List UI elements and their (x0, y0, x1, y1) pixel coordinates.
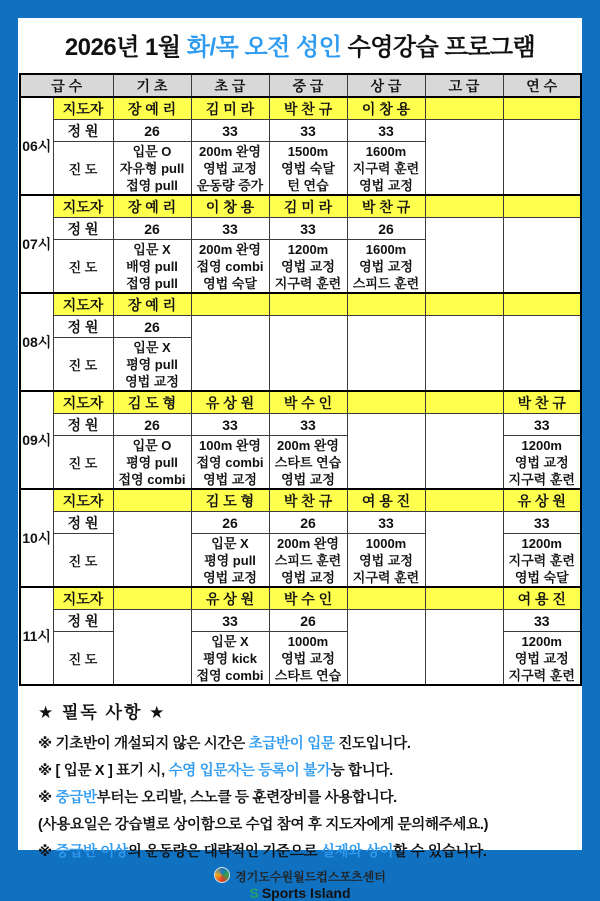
instructor-cell: 김 미 라 (191, 97, 269, 120)
capacity-cell: 33 (191, 120, 269, 142)
instructor-cell (347, 587, 425, 610)
progress-line: 1600m (365, 241, 407, 257)
progress-line: 1200m (521, 535, 562, 551)
progress-line: 운동량 증가 (196, 177, 264, 193)
progress-line: 영법 교정 (203, 471, 257, 487)
sports-center-logo-icon (214, 867, 230, 883)
instructor-cell (425, 195, 503, 218)
progress-line: 100m 완영 (199, 437, 261, 453)
progress-line: 영법 교정 (281, 258, 335, 274)
note-text: ※ (38, 844, 56, 860)
capacity-cell: 26 (347, 218, 425, 240)
empty-cell (269, 316, 347, 392)
capacity-cell: 33 (191, 414, 269, 436)
instructor-cell: 이 창 용 (191, 195, 269, 218)
instructor-row (20, 587, 581, 610)
capacity-cell: 33 (191, 610, 269, 632)
instructor-cell: 유 상 원 (191, 587, 269, 610)
notes-title: ★ 필독 사항 ★ (38, 703, 167, 722)
instructor-row (20, 489, 581, 512)
capacity-row (20, 414, 581, 436)
note-line (38, 813, 570, 834)
row-label-instructor: 지도자 (53, 293, 113, 316)
column-header: 초 급 (191, 74, 269, 97)
title-text: 2026년 1월 (64, 34, 187, 61)
progress-line: 턴 연습 (287, 177, 329, 193)
sports-island-s-icon: S (249, 885, 259, 901)
progress-line: 지구력 훈련 (508, 471, 575, 487)
row-label-capacity: 정 원 (53, 316, 113, 338)
row-label-progress: 진 도 (53, 338, 113, 392)
progress-cell (113, 142, 191, 196)
progress-cell (191, 436, 269, 490)
instructor-row (20, 195, 581, 218)
note-text: ※ 기초반이 개설되지 않은 시간은 (38, 736, 249, 752)
progress-cell (347, 142, 425, 196)
progress-line: 입문 X (133, 339, 171, 355)
empty-cell (347, 316, 425, 392)
progress-line: 200m 완영 (277, 535, 339, 551)
empty-cell (425, 512, 503, 588)
schedule-table (19, 73, 582, 686)
progress-line: 평영 pull (204, 552, 256, 568)
progress-line: 입문 X (211, 535, 249, 551)
progress-cell (269, 632, 347, 686)
empty-cell (503, 120, 581, 196)
note-text: ※ [ 입문 X ] 표기 시, (38, 763, 169, 779)
row-label-capacity: 정 원 (53, 218, 113, 240)
progress-line: 200m 완영 (199, 241, 261, 257)
footer-brand-line (18, 886, 582, 901)
time-cell: 08시 (20, 293, 53, 391)
progress-line: 지구력 훈련 (508, 667, 575, 683)
progress-line: 입문 O (132, 437, 172, 453)
time-cell: 06시 (20, 97, 53, 195)
progress-line: 영법 교정 (359, 177, 413, 193)
page-title (18, 18, 582, 71)
progress-line: 접영 pull (126, 177, 178, 193)
capacity-cell: 26 (269, 512, 347, 534)
capacity-cell: 33 (269, 414, 347, 436)
instructor-cell (269, 293, 347, 316)
instructor-cell: 여 용 진 (503, 587, 581, 610)
progress-cell (113, 338, 191, 392)
empty-cell (191, 316, 269, 392)
progress-line: 스타트 연습 (274, 667, 342, 683)
instructor-cell (503, 195, 581, 218)
column-header: 고 급 (425, 74, 503, 97)
note-accent-text: 실제와 상이 (320, 844, 394, 860)
progress-line: 배영 pull (126, 258, 178, 274)
empty-cell (113, 610, 191, 686)
instructor-cell (425, 293, 503, 316)
progress-cell (269, 240, 347, 294)
progress-line: 영법 숙달 (281, 160, 335, 176)
note-accent-text: 중급반 (55, 790, 97, 806)
progress-line: 영법 교정 (514, 454, 569, 470)
instructor-cell (113, 587, 191, 610)
instructor-cell: 여 용 진 (347, 489, 425, 512)
progress-line: 입문 X (211, 633, 249, 649)
progress-line: 스타트 연습 (274, 454, 342, 470)
empty-cell (425, 414, 503, 490)
empty-cell (425, 218, 503, 294)
title-accent-text: 화/목 오전 성인 (186, 34, 342, 61)
progress-line: 지구력 훈련 (352, 160, 420, 176)
capacity-cell: 33 (503, 610, 581, 632)
progress-line: 평영 pull (126, 356, 178, 372)
column-header: 기 초 (113, 74, 191, 97)
instructor-cell (503, 293, 581, 316)
row-label-instructor: 지도자 (53, 489, 113, 512)
empty-cell (503, 316, 581, 392)
progress-cell (503, 436, 581, 490)
progress-line: 지구력 훈련 (352, 569, 420, 585)
row-label-capacity: 정 원 (53, 414, 113, 436)
instructor-cell: 박 찬 규 (269, 97, 347, 120)
progress-line: 1500m (287, 143, 329, 159)
content-panel (18, 18, 582, 901)
capacity-cell: 33 (347, 120, 425, 142)
capacity-cell: 26 (191, 512, 269, 534)
capacity-cell: 33 (347, 512, 425, 534)
column-header: 연 수 (503, 74, 581, 97)
progress-line: 접영 combi (196, 667, 264, 683)
capacity-row (20, 316, 581, 338)
empty-cell (347, 414, 425, 490)
progress-cell (269, 436, 347, 490)
schedule-body (20, 97, 581, 685)
empty-cell (503, 218, 581, 294)
instructor-row (20, 391, 581, 414)
progress-cell (269, 534, 347, 588)
capacity-cell: 33 (503, 414, 581, 436)
title-text: 수영강습 프로그램 (341, 34, 536, 61)
progress-line: 1000m (365, 535, 407, 551)
note-line (38, 840, 570, 861)
instructor-cell (347, 391, 425, 414)
note-text: ※ (38, 790, 56, 806)
instructor-cell: 김 미 라 (269, 195, 347, 218)
note-accent-text: 수영 입문자는 등록이 불가 (168, 763, 331, 779)
row-label-progress: 진 도 (53, 142, 113, 196)
row-label-progress: 진 도 (53, 534, 113, 588)
capacity-cell: 26 (269, 610, 347, 632)
row-label-progress: 진 도 (53, 240, 113, 294)
capacity-cell: 33 (503, 512, 581, 534)
progress-line: 영법 숙달 (203, 275, 257, 291)
instructor-cell: 박 찬 규 (347, 195, 425, 218)
note-accent-text: 중급반 이상 (55, 844, 128, 860)
progress-line: 200m 완영 (277, 437, 339, 453)
instructor-cell: 장 예 리 (113, 195, 191, 218)
progress-line: 지구력 훈련 (274, 275, 342, 291)
progress-line: 접영 combi (196, 258, 264, 274)
instructor-cell (425, 391, 503, 414)
capacity-row (20, 120, 581, 142)
progress-line: 1200m (521, 437, 562, 453)
instructor-cell: 이 창 용 (347, 97, 425, 120)
progress-cell (269, 142, 347, 196)
progress-line: 영법 교정 (281, 569, 335, 585)
time-cell: 11시 (20, 587, 53, 685)
progress-cell (191, 632, 269, 686)
instructor-row (20, 293, 581, 316)
instructor-cell: 유 상 원 (503, 489, 581, 512)
progress-line: 입문 O (132, 143, 172, 159)
progress-line: 지구력 훈련 (508, 552, 575, 568)
column-header: 중 급 (269, 74, 347, 97)
progress-line: 영법 교정 (281, 650, 335, 666)
instructor-cell: 유 상 원 (191, 391, 269, 414)
time-cell: 07시 (20, 195, 53, 293)
note-line (38, 786, 570, 807)
capacity-cell: 33 (269, 120, 347, 142)
row-label-instructor: 지도자 (53, 587, 113, 610)
instructor-cell (347, 293, 425, 316)
empty-cell (425, 610, 503, 686)
capacity-cell: 26 (113, 316, 191, 338)
instructor-cell: 박 수 인 (269, 587, 347, 610)
capacity-cell: 33 (191, 218, 269, 240)
capacity-cell: 33 (269, 218, 347, 240)
instructor-cell: 박 수 인 (269, 391, 347, 414)
progress-line: 1200m (287, 241, 329, 257)
instructor-cell (425, 489, 503, 512)
note-text: 진도입니다. (338, 736, 411, 752)
capacity-row (20, 512, 581, 534)
progress-cell (113, 436, 191, 490)
column-header: 상 급 (347, 74, 425, 97)
progress-cell (503, 534, 581, 588)
capacity-row (20, 610, 581, 632)
progress-line: 접영 combi (118, 471, 186, 487)
row-label-progress: 진 도 (53, 436, 113, 490)
instructor-cell (425, 97, 503, 120)
sports-center-name: 경기도수원월드컵스포츠센터 (235, 870, 386, 884)
instructor-cell: 김 도 형 (113, 391, 191, 414)
progress-line: 영법 교정 (281, 471, 335, 487)
row-label-progress: 진 도 (53, 632, 113, 686)
progress-line: 평영 kick (202, 650, 258, 666)
instructor-cell: 장 예 리 (113, 97, 191, 120)
instructor-cell: 장 예 리 (113, 293, 191, 316)
empty-cell (425, 120, 503, 196)
progress-cell (191, 142, 269, 196)
progress-line: 영법 숙달 (514, 569, 569, 585)
note-text: 의 운동량은 대략적인 기준으로 (127, 844, 321, 860)
row-label-capacity: 정 원 (53, 120, 113, 142)
note-text: 부터는 오리발, 스노클 등 훈련장비를 사용합니다. (96, 790, 397, 806)
row-label-capacity: 정 원 (53, 512, 113, 534)
progress-line: 접영 pull (126, 275, 178, 291)
instructor-cell (113, 489, 191, 512)
note-text: (사용요일은 강습별로 상이함으로 수업 참여 후 지도자에게 문의해주세요.) (38, 817, 489, 833)
sports-island-brand: Sports Island (261, 885, 351, 901)
header-row (20, 74, 581, 97)
empty-cell (347, 610, 425, 686)
note-line (38, 732, 570, 753)
capacity-cell: 26 (113, 414, 191, 436)
progress-line: 영법 교정 (514, 650, 569, 666)
instructor-cell (503, 97, 581, 120)
capacity-cell: 26 (113, 120, 191, 142)
progress-line: 1600m (365, 143, 407, 159)
instructor-cell: 박 찬 규 (269, 489, 347, 512)
empty-cell (425, 316, 503, 392)
progress-cell (347, 534, 425, 588)
row-label-instructor: 지도자 (53, 391, 113, 414)
progress-cell (347, 240, 425, 294)
note-line (38, 759, 570, 780)
time-cell: 09시 (20, 391, 53, 489)
progress-line: 1000m (287, 633, 329, 649)
row-label-capacity: 정 원 (53, 610, 113, 632)
progress-line: 영법 교정 (359, 258, 413, 274)
progress-cell (191, 534, 269, 588)
instructor-cell (191, 293, 269, 316)
progress-line: 스피드 훈련 (352, 275, 420, 291)
progress-line: 200m 완영 (199, 143, 261, 159)
progress-cell (191, 240, 269, 294)
progress-line: 영법 교정 (203, 569, 257, 585)
progress-line: 평영 pull (126, 454, 178, 470)
instructor-cell (425, 587, 503, 610)
progress-cell (113, 240, 191, 294)
progress-cell (503, 632, 581, 686)
progress-line: 접영 combi (196, 454, 264, 470)
notes-lines (38, 732, 570, 861)
progress-line: 자유형 pull (119, 160, 185, 176)
column-header-level: 급 수 (20, 74, 113, 97)
row-label-instructor: 지도자 (53, 97, 113, 120)
progress-line: 영법 교정 (203, 160, 257, 176)
note-accent-text: 초급반이 입문 (248, 736, 339, 752)
footer-center-line (18, 867, 582, 885)
progress-line: 1200m (521, 633, 562, 649)
note-text: 능 합니다. (330, 763, 393, 779)
capacity-cell: 26 (113, 218, 191, 240)
progress-line: 영법 교정 (125, 373, 179, 389)
row-label-instructor: 지도자 (53, 195, 113, 218)
time-cell: 10시 (20, 489, 53, 587)
instructor-row (20, 97, 581, 120)
progress-line: 입문 X (133, 241, 171, 257)
instructor-cell: 김 도 형 (191, 489, 269, 512)
progress-line: 영법 교정 (359, 552, 413, 568)
notes-section (38, 698, 570, 861)
progress-line: 스피드 훈련 (274, 552, 342, 568)
footer (18, 867, 582, 901)
instructor-cell: 박 찬 규 (503, 391, 581, 414)
empty-cell (113, 512, 191, 588)
note-text: 할 수 있습니다. (393, 844, 487, 860)
capacity-row (20, 218, 581, 240)
